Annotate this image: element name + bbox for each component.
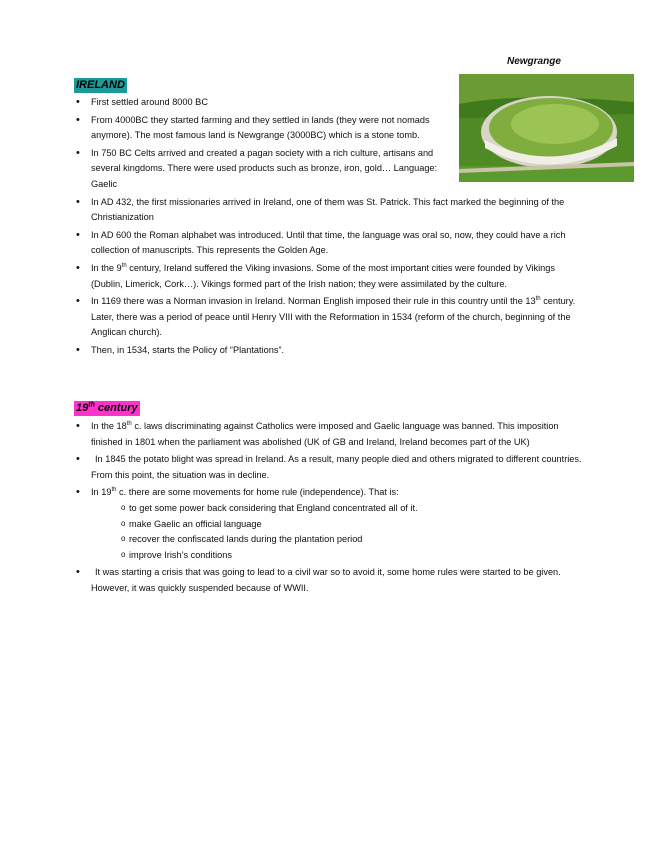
ireland-list [74, 95, 584, 361]
list-item: • Then, in 1534, starts the Policy of “Plantations”. [74, 343, 584, 359]
sub-list-item: o to get some power back considering that England concentrated all of it. [121, 501, 584, 517]
home-rule-sublist [91, 501, 584, 563]
section-heading-ireland: IRELAND [76, 79, 125, 91]
list-item: • From 4000BC they started farming and they settled in lands (they were not nomads anymore). The most famous land is Newgrange (3000BC) which is a stone tomb. [74, 113, 584, 144]
list-item: • In 1169 there was a Norman invasion in Ireland. Norman English imposed their rule in this country until the 13th century. Later, there was a period of peace until Henry VIII with the Reformation in 1534 (reform of the church, beginning of the Anglican church). [74, 294, 584, 341]
section-heading-19th-century: 19th century [76, 401, 138, 414]
list-item: • It was starting a crisis that was going to lead to a civil war so to avoid it, some home rules were started to be given. However, it was quickly suspended because of WWII. [74, 565, 584, 596]
list-item: • First settled around 8000 BC [74, 95, 584, 111]
list-item: • In 1845 the potato blight was spread in Ireland. As a result, many people died and others migrated to different countries. From this point, the situation was in decline. [74, 452, 584, 483]
sub-list-item: o make Gaelic an official language [121, 517, 584, 533]
list-item: • In 19th c. there are some movements for home rule (independence). That is: o to get some power back considering that England concentrated all of it. o make Gaelic an official language o recover the confiscated lands during the plantation period o improve Irish’s conditions [74, 485, 584, 563]
list-item: • In 750 BC Celts arrived and created a pagan society with a rich culture, artisans and several kingdoms. There were used products such as bronze, iron, gold… Language: Gaelic [74, 146, 584, 193]
sub-list-item: o recover the confiscated lands during the plantation period [121, 532, 584, 548]
list-item: • In AD 432, the first missionaries arrived in Ireland, one of them was St. Patrick. This fact marked the beginning of the Christianization [74, 195, 584, 226]
list-item: • In the 9th century, Ireland suffered the Viking invasions. Some of the most important cities were founded by Vikings (Dublin, Limerick, Cork…). Vikings formed part of the Irish nation; they were assimilated by the culture. [74, 261, 584, 292]
list-item: • In the 18th c. laws discriminating against Catholics were imposed and Gaelic language was banned. This imposition finished in 1801 when the parliament was abolished (UK of GB and Ireland, Ireland becomes part of the UK) [74, 419, 584, 450]
sub-list-item: o improve Irish’s conditions [121, 548, 584, 564]
list-item: • In AD 600 the Roman alphabet was introduced. Until that time, the language was oral so, now, they could have a rich collection of manuscripts. This represents the Golden Age. [74, 228, 584, 259]
image-caption: Newgrange [507, 56, 561, 67]
century-list [74, 419, 584, 599]
